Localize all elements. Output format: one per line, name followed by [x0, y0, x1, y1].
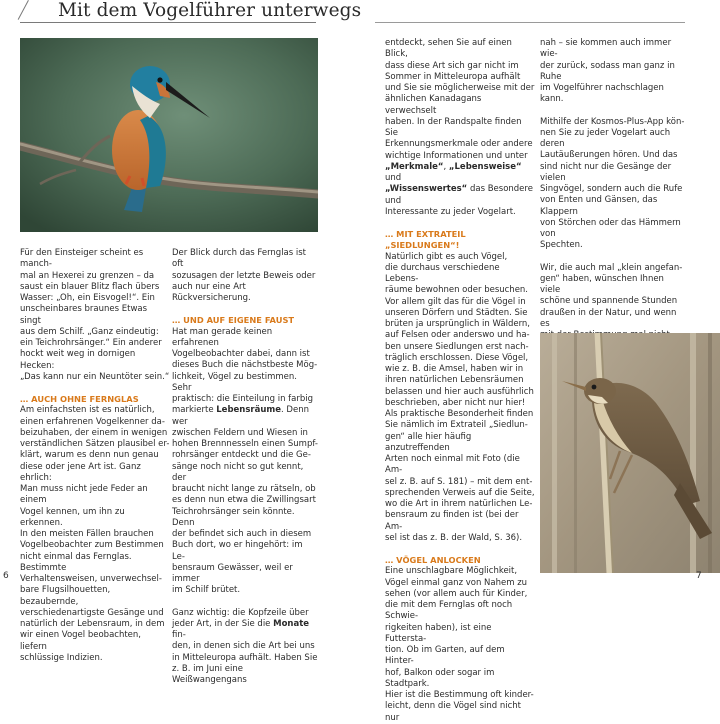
text-line: und Sie sie möglicherweise mit der [385, 83, 535, 93]
text-line: Teichrohrsänger sein könnte. Denn [172, 506, 295, 528]
text-line: unseren Dörfern und Städten. Sie [385, 307, 528, 318]
col2-tip [172, 608, 318, 687]
text-line: hohen Brennnesseln einen Sumpf- [172, 439, 318, 449]
text-line: wichtige Informationen und unter [385, 150, 528, 161]
text-line: Als praktische Besonderheit finden [385, 409, 534, 419]
text-line: lichkeit, Vögel zu bestimmen. Sehr [172, 371, 297, 393]
text-line: Wasser: „Oh, ein Eisvogel!“. Ein [20, 293, 155, 303]
text-line: Ganz wichtig: die Kopfzeile über [172, 607, 309, 618]
text-line: Vor allem gilt das für die Vögel in [385, 296, 526, 307]
text-line: wir einen Vogel beobachten, liefern [20, 630, 141, 652]
col3-p3 [385, 566, 535, 724]
text-line: Wir, die auch mal „klein angefan- [540, 262, 683, 273]
text-line: Natürlich gibt es auch Vögel, [385, 251, 508, 262]
text-line: nicht einmal das Fernglas. Bestimmte [20, 551, 132, 573]
text-line: Interessante zu jeder Vogelart. [385, 206, 516, 217]
text-line: natürlich der Lebensraum, in dem [20, 619, 165, 629]
keyword-lebensweise: „Lebensweise“ [448, 161, 522, 172]
text-run: markierte [172, 405, 217, 416]
section-heading-siedlungen: … MIT EXTRATEIL „SIEDLUNGEN“! [385, 229, 466, 251]
text-line: den, in denen sich die Art bei uns [172, 641, 315, 652]
text-line: Für den Einsteiger scheint es manch- [20, 248, 144, 270]
text-line: sänge noch nicht so gut kennt, der [172, 461, 304, 483]
text-line: Verhaltensweisen, unverwechsel- [20, 574, 162, 584]
text-line: Spechten. [540, 240, 583, 251]
text-line: sehen (vor allem auch für Kinder, [385, 588, 528, 599]
text-line: Vogel kennen, um ihn zu erkennen. [20, 506, 125, 528]
text-line: nen Sie zu jeder Vogelart auch deren [540, 127, 671, 149]
text-line: bare Flugsilhouetten, bezaubernde, [20, 585, 111, 607]
text-line: beizuhaben, der einem in wenigen [20, 427, 168, 438]
text-line: zwischen Feldern und Wiesen in [172, 427, 308, 438]
column-left-1 [20, 248, 170, 664]
text-line: ähnlichen Kanadagans verwechselt [385, 94, 482, 116]
text-line: Buch dort, wo er hingehört: im Le- [172, 540, 303, 562]
text-line: verständlichen Sätzen plausibel er- [20, 439, 170, 449]
text-line: Vögel einmal ganz von Nahem zu [385, 577, 528, 588]
page-number-right: 7 [696, 571, 702, 581]
text-line: die durchaus verschiedene Lebens- [385, 262, 500, 284]
keyword-merkmale: „Merkmale“ [385, 161, 444, 172]
text-run: jeder Art, in der Sie die [172, 618, 274, 629]
text-line: von Störchen oder das Hämmern von [540, 217, 681, 239]
text-line: schöne und spannende Stunden [540, 296, 678, 307]
col3-p1 [385, 38, 535, 218]
col1-body [20, 405, 170, 664]
text-line: Der Blick durch das Fernglas ist oft [172, 248, 307, 270]
text-line [172, 619, 318, 642]
text-line: Hier ist die Bestimmung oft kinder- [385, 690, 534, 700]
text-line: im Vogelführer nachschlagen kann. [540, 83, 664, 105]
text-line: saust ein blauer Blitz flach übers [20, 281, 160, 292]
text-line: dass diese Art sich gar nicht im [385, 60, 519, 71]
header-slash-rule [18, 0, 29, 20]
text-line: auch nur eine Art Rückversicherung. [172, 281, 251, 303]
text-line: sind nicht nur die Gesänge der vielen [540, 161, 672, 183]
text-line: ein Teichrohrsänger.“ Ein anderer [20, 338, 162, 348]
page-title: Mit dem Vogelführer unterwegs [58, 0, 362, 21]
text-line: die mit dem Fernglas oft noch Schwie- [385, 600, 513, 622]
col4-p2 [540, 117, 685, 252]
text-line: z. B. im Juni eine Weißwangengans [172, 663, 247, 685]
col2-intro [172, 248, 318, 304]
col2-body [172, 327, 318, 597]
text-line: beschrieben, aber nicht nur hier! [385, 397, 526, 408]
text-line: von Enten und Gänsen, das Klappern [540, 195, 658, 217]
text-line: aus dem Schilf. „Ganz eindeutig: [20, 326, 159, 337]
text-line: hof, Balkon oder sogar im Stadtpark. [385, 667, 495, 689]
text-line: diese oder jene Art ist. Ganz ehrlich: [20, 461, 141, 483]
text-line: in Mitteleuropa aufhält. Haben Sie [172, 652, 318, 663]
keyword-wissenswertes: „Wissenswertes“ [385, 184, 468, 195]
text-line: Sie nämlich im Extrateil „Siedlun- [385, 420, 528, 431]
text-line: ben unsere Siedlungen erst nach- [385, 341, 529, 352]
text-line: wo die Art in ihrem natürlichen Le- [385, 499, 533, 509]
text-run: fin- [172, 630, 186, 640]
text-line: Sommer in Mitteleuropa aufhält [385, 71, 521, 82]
text-line: verschiedenartigste Gesänge und [20, 607, 164, 618]
text-line: Arten noch einmal mit Foto (die Am- [385, 454, 520, 476]
text-run: und [385, 173, 402, 183]
text-line: klärt, warum es denn nun genau [20, 450, 159, 461]
text-line: sel z. B. auf S. 181) – mit dem ent- [385, 476, 533, 487]
text-line: einen erfahrenen Vogelkenner da- [20, 416, 165, 427]
text-line: Vogelbeobachter zum Bestimmen [20, 540, 164, 551]
text-line [385, 184, 535, 207]
text-line: gen“ haben, wünschen Ihnen viele [540, 273, 664, 295]
text-line: mal an Hexerei zu grenzen – da [20, 270, 155, 281]
col3-p2 [385, 252, 535, 545]
text-line: im Schilf brütet. [172, 585, 241, 596]
text-line: es denn nun etwa die Zwillingsart [172, 495, 316, 506]
text-line: praktisch: die Einteilung in farbig [172, 394, 314, 404]
text-line: Erkennungsmerkmale oder andere [385, 139, 533, 150]
text-line: Am einfachsten ist es natürlich, [20, 405, 155, 416]
page-number-left: 6 [3, 571, 9, 581]
text-line: draußen in der Natur, und wenn es [540, 307, 677, 329]
text-line: nah – sie kommen auch immer wie- [540, 38, 672, 60]
text-line: sprechenden Verweis auf die Seite, [385, 487, 535, 498]
kingfisher-photo [20, 38, 318, 232]
col1-intro [20, 248, 170, 383]
section-heading-voegel-anlocken: … VÖGEL ANLOCKEN [385, 555, 481, 565]
text-run: . Denn wer [172, 405, 309, 427]
column-right-1 [385, 38, 535, 724]
text-line: räume bewohnen oder besuchen. [385, 285, 529, 296]
text-line: der befindet sich auch in diesem [172, 529, 312, 539]
text-line: Mithilfe der Kosmos-Plus-App kön- [540, 116, 685, 127]
header-rule-right [375, 22, 685, 23]
text-line: Lautäußerungen hören. Und das [540, 150, 678, 161]
text-line: rohrsänger entdeckt und die Ge- [172, 450, 311, 461]
reed-warbler-photo [540, 333, 720, 573]
text-line: rigkeiten haben), ist eine Futtersta- [385, 622, 492, 644]
text-line: auf Felsen oder anderswo und ha- [385, 330, 530, 341]
text-line: träglich erschlossen. Diese Vögel, [385, 352, 529, 363]
text-line: unscheinbares braunes Etwas singt [20, 304, 148, 326]
text-line: bensraum zu finden ist (bei der Am- [385, 510, 519, 532]
text-run: , [443, 161, 449, 172]
keyword-monate: Monate [273, 618, 310, 629]
text-line: der zurück, sodass man ganz in Ruhe [540, 60, 675, 82]
text-line: entdeckt, sehen Sie auf einen Blick, [385, 38, 512, 60]
text-line: belassen und hier auch ausführlich [385, 386, 534, 397]
column-left-2 [172, 248, 318, 686]
text-line: braucht nicht lange zu rätseln, ob [172, 484, 316, 494]
text-line: In den meisten Fällen brauchen [20, 529, 154, 539]
text-line: Man muss nicht jede Feder an einem [20, 484, 148, 506]
text-line [385, 162, 535, 185]
text-line: gen“ alle hier häufig anzutreffenden [385, 431, 472, 453]
text-line: haben. In der Randspalte finden Sie [385, 116, 522, 138]
text-line: schlüssige Indizien. [20, 652, 103, 663]
text-line: sozusagen der letzte Beweis oder [172, 270, 316, 281]
text-run: das Besondere und [385, 184, 533, 206]
text-line: tion. Ob im Garten, auf dem Hinter- [385, 645, 505, 667]
section-heading-ohne-fernglas: … AUCH OHNE FERNGLAS [20, 394, 139, 404]
text-line: sel ist das z. B. der Wald, S. 36). [385, 532, 523, 543]
text-line: hockt weit weg in dornigen Hecken: [20, 349, 136, 371]
text-line: leicht, denn die Vögel sind nicht nur [385, 701, 521, 723]
text-line: brüten ja ursprünglich in Wäldern, [385, 319, 530, 329]
text-line: dieses Buch die nächstbeste Mög- [172, 360, 318, 371]
keyword-lebensraeume: Lebensräume [216, 405, 282, 416]
section-heading-eigene-faust: … UND AUF EIGENE FAUST [172, 315, 295, 326]
text-line: bensraum Gewässer, weil er immer [172, 562, 293, 584]
text-line [172, 405, 318, 428]
text-line: Singvögel, sondern auch die Rufe [540, 184, 683, 194]
text-line: Hat man gerade keinen erfahrenen [172, 326, 273, 348]
text-line: Vogelbeobachter dabei, dann ist [172, 349, 310, 359]
text-line: wie z. B. die Amsel, haben wir in [385, 364, 524, 374]
header-rule-left [20, 22, 316, 23]
text-line: Eine unschlagbare Möglichkeit, [385, 566, 518, 577]
text-line: „Das kann nur ein Neuntöter sein.“ [20, 371, 170, 382]
col4-p1 [540, 38, 685, 106]
text-line: ihren natürlichen Lebensräumen [385, 375, 524, 386]
